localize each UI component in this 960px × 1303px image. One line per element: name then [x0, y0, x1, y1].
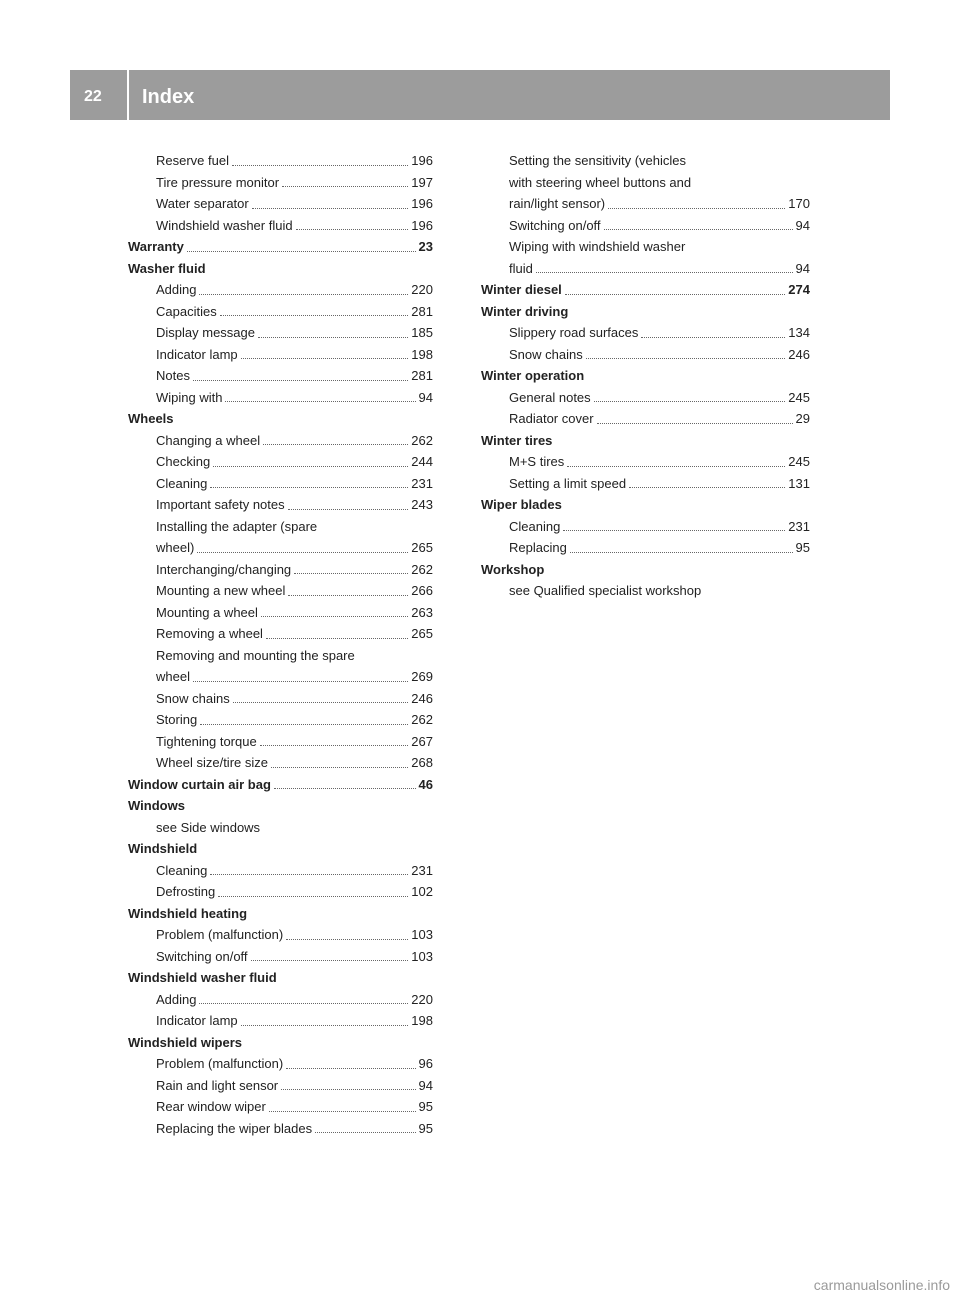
dot-leader	[315, 1123, 415, 1133]
index-heading	[128, 795, 433, 817]
watermark: carmanualsonline.info	[813, 1277, 950, 1293]
entry-label: Changing a wheel	[156, 432, 261, 448]
index-entry	[481, 516, 810, 538]
entry-page-number: 231	[411, 862, 433, 878]
dot-leader	[232, 156, 408, 166]
entry-page-number: 196	[411, 153, 433, 168]
entry-page-number: 103	[411, 948, 433, 964]
index-heading	[128, 774, 433, 796]
index-entry	[128, 279, 433, 301]
index-entry	[128, 817, 433, 839]
index-entry	[481, 236, 810, 258]
entry-label: Removing a wheel	[156, 626, 263, 641]
index-entry	[481, 473, 810, 495]
entry-page-number: 196	[411, 217, 433, 233]
dot-leader	[193, 672, 408, 682]
entry-label: Tightening torque	[156, 733, 257, 749]
entry-page-number: 185	[411, 325, 433, 340]
entry-label: Workshop	[481, 561, 545, 577]
entry-page-number: 245	[788, 389, 810, 405]
entry-page-number: 94	[795, 260, 810, 276]
index-heading	[128, 967, 433, 989]
dot-leader	[294, 564, 408, 574]
entry-label: see Qualified specialist workshop	[509, 583, 702, 598]
dot-leader	[563, 521, 785, 531]
dot-leader	[233, 693, 409, 703]
entry-page-number: 231	[411, 475, 433, 491]
index-entry	[128, 1053, 433, 1075]
entry-label: Indicator lamp	[156, 1013, 238, 1028]
entry-label: Windshield washer fluid	[128, 970, 277, 985]
entry-page-number: 243	[411, 497, 433, 512]
index-entry	[128, 322, 433, 344]
entry-label: Storing	[156, 712, 198, 727]
dot-leader	[286, 930, 408, 940]
entry-label: Windshield heating	[128, 905, 248, 921]
entry-page-number: 102	[411, 884, 433, 899]
entry-page-number: 196	[411, 196, 433, 211]
index-heading	[128, 236, 433, 258]
index-heading	[128, 838, 433, 860]
entry-label: Cleaning	[156, 475, 208, 491]
entry-label: Winter tires	[481, 432, 553, 448]
entry-page-number: 96	[418, 1056, 433, 1071]
entry-page-number: 267	[411, 733, 433, 749]
index-entry	[128, 602, 433, 624]
index-heading	[128, 258, 433, 280]
page-title: Index	[142, 86, 195, 108]
index-entry	[128, 666, 433, 688]
index-entry	[128, 473, 433, 495]
entry-page-number: 134	[788, 325, 810, 340]
index-entry	[128, 172, 433, 194]
index-entry	[481, 215, 810, 237]
entry-label: Capacities	[156, 303, 217, 319]
entry-label: wheel	[156, 669, 190, 684]
entry-label: Defrosting	[156, 884, 216, 899]
entry-label: Interchanging/changing	[156, 561, 292, 577]
entry-page-number: 262	[411, 432, 433, 448]
dot-leader	[193, 371, 408, 381]
index-entry	[128, 881, 433, 903]
entry-label: see Side windows	[156, 819, 261, 835]
entry-label: Washer fluid	[128, 260, 206, 276]
index-entry	[128, 1075, 433, 1097]
dot-leader	[274, 779, 416, 789]
entry-page-number: 263	[411, 604, 433, 620]
entry-label: Rear window wiper	[156, 1099, 266, 1114]
entry-label: M+S tires	[509, 454, 565, 469]
entry-page-number: 274	[788, 282, 810, 297]
index-entry	[128, 1118, 433, 1140]
dot-leader	[629, 478, 785, 488]
entry-page-number: 266	[411, 583, 433, 598]
entry-label: Checking	[156, 454, 211, 469]
index-entry	[128, 1010, 433, 1032]
dot-leader	[251, 951, 409, 961]
entry-label: rain/light sensor)	[509, 196, 606, 211]
entry-page-number: 198	[411, 1013, 433, 1028]
dot-leader	[213, 457, 408, 467]
dot-leader	[241, 1016, 409, 1026]
dot-leader	[241, 349, 409, 359]
entry-label: Winter diesel	[481, 282, 562, 297]
index-entry	[128, 344, 433, 366]
dot-leader	[565, 285, 786, 295]
index-entry	[128, 215, 433, 237]
entry-label: wheel)	[156, 540, 195, 555]
dot-leader	[258, 328, 408, 338]
entry-page-number: 131	[788, 475, 810, 491]
entry-label: Display message	[156, 325, 255, 340]
index-entry	[128, 365, 433, 387]
entry-page-number: 95	[418, 1120, 433, 1136]
index-heading	[481, 279, 810, 301]
entry-page-number: 268	[411, 755, 433, 770]
dot-leader	[218, 887, 408, 897]
entry-label: Problem (malfunction)	[156, 927, 284, 942]
dot-leader	[641, 328, 785, 338]
index-heading	[481, 365, 810, 387]
entry-label: Windows	[128, 798, 185, 813]
index-entry	[128, 1096, 433, 1118]
entry-label: Window curtain air bag	[128, 776, 271, 792]
entry-page-number: 244	[411, 454, 433, 469]
entry-label: Water separator	[156, 196, 249, 211]
entry-label: Warranty	[128, 239, 184, 254]
dot-leader	[220, 306, 409, 316]
index-heading	[128, 1032, 433, 1054]
entry-page-number: 245	[788, 454, 810, 469]
index-entry	[481, 258, 810, 280]
dot-leader	[199, 994, 408, 1004]
entry-page-number: 95	[795, 540, 810, 555]
entry-label: Windshield washer fluid	[156, 217, 293, 233]
entry-label: Cleaning	[156, 862, 208, 878]
dot-leader	[263, 435, 408, 445]
entry-page-number: 197	[411, 174, 433, 190]
dot-leader	[594, 392, 786, 402]
index-heading	[128, 903, 433, 925]
dot-leader	[210, 865, 408, 875]
entry-page-number: 198	[411, 346, 433, 362]
entry-page-number: 46	[418, 776, 433, 792]
dot-leader	[286, 1059, 415, 1069]
entry-page-number: 94	[795, 217, 810, 233]
entry-label: Wiping with	[156, 389, 223, 405]
entry-label: Adding	[156, 991, 197, 1007]
dot-leader	[225, 392, 415, 402]
index-entry	[128, 924, 433, 946]
entry-page-number: 281	[411, 368, 433, 383]
entry-label: with steering wheel buttons and	[509, 174, 692, 190]
entry-page-number: 281	[411, 303, 433, 319]
index-entry	[128, 430, 433, 452]
dot-leader	[536, 263, 793, 273]
entry-page-number: 262	[411, 561, 433, 577]
entry-page-number: 95	[418, 1099, 433, 1114]
dot-leader	[282, 177, 408, 187]
index-entry	[481, 537, 810, 559]
dot-leader	[197, 543, 408, 553]
index-entry	[481, 322, 810, 344]
entry-label: Indicator lamp	[156, 346, 238, 362]
dot-leader	[604, 220, 793, 230]
entry-page-number: 246	[411, 690, 433, 706]
entry-label: Windshield wipers	[128, 1034, 243, 1050]
entry-label: Slippery road surfaces	[509, 325, 639, 340]
dot-leader	[252, 199, 409, 209]
entry-label: Adding	[156, 282, 197, 297]
index-entry	[128, 451, 433, 473]
entry-label: Replacing	[509, 540, 567, 555]
entry-label: Wiper blades	[481, 497, 562, 512]
dot-leader	[210, 478, 408, 488]
entry-label: fluid	[509, 260, 533, 276]
entry-label: Setting the sensitivity (vehicles	[509, 153, 687, 168]
dot-leader	[570, 543, 793, 553]
index-entry	[128, 709, 433, 731]
index-entry	[128, 623, 433, 645]
entry-label: Removing and mounting the spare	[156, 647, 355, 663]
header-separator	[127, 70, 129, 120]
dot-leader	[567, 457, 785, 467]
entry-page-number: 265	[411, 540, 433, 555]
index-entry	[128, 559, 433, 581]
index-entry	[481, 172, 810, 194]
dot-leader	[261, 607, 408, 617]
dot-leader	[288, 586, 408, 596]
index-entry	[481, 344, 810, 366]
dot-leader	[597, 414, 793, 424]
entry-label: Switching on/off	[509, 217, 601, 233]
index-entry	[481, 150, 810, 172]
index-entry	[128, 688, 433, 710]
index-heading	[481, 559, 810, 581]
page-number: 22	[84, 88, 102, 105]
index-entry	[128, 387, 433, 409]
entry-page-number: 269	[411, 669, 433, 684]
entry-label: Mounting a wheel	[156, 604, 258, 620]
index-entry	[128, 645, 433, 667]
entry-page-number: 23	[418, 239, 433, 254]
entry-label: Setting a limit speed	[509, 475, 627, 491]
dot-leader	[288, 500, 409, 510]
index-entry	[128, 752, 433, 774]
entry-label: Replacing the wiper blades	[156, 1120, 313, 1136]
index-entry	[128, 989, 433, 1011]
entry-label: Tire pressure monitor	[156, 174, 280, 190]
index-entry	[128, 537, 433, 559]
entry-page-number: 220	[411, 282, 433, 297]
dot-leader	[296, 220, 409, 230]
entry-label: Mounting a new wheel	[156, 583, 286, 598]
index-heading	[481, 430, 810, 452]
entry-label: Windshield	[128, 841, 198, 856]
index-entry	[128, 580, 433, 602]
entry-label: Winter driving	[481, 303, 569, 319]
index-entry	[481, 193, 810, 215]
entry-label: Wiping with windshield washer	[509, 239, 686, 254]
entry-page-number: 246	[788, 346, 810, 362]
entry-page-number: 220	[411, 991, 433, 1007]
entry-label: Cleaning	[509, 518, 561, 534]
dot-leader	[260, 736, 409, 746]
index-heading	[128, 408, 433, 430]
index-entry	[481, 580, 810, 602]
dot-leader	[281, 1080, 415, 1090]
index-entry	[481, 408, 810, 430]
index-entry	[128, 193, 433, 215]
index-heading	[481, 301, 810, 323]
index-entry	[128, 731, 433, 753]
entry-label: General notes	[509, 389, 591, 405]
index-heading	[481, 494, 810, 516]
entry-label: Snow chains	[156, 690, 230, 706]
entry-label: Switching on/off	[156, 948, 248, 964]
index-entry	[128, 150, 433, 172]
entry-page-number: 29	[795, 411, 810, 426]
entry-label: Notes	[156, 368, 190, 383]
dot-leader	[271, 758, 408, 768]
entry-label: Wheel size/tire size	[156, 755, 268, 770]
index-column-left	[128, 150, 433, 1139]
index-entry	[481, 387, 810, 409]
dot-leader	[187, 242, 416, 252]
dot-leader	[608, 199, 785, 209]
entry-label: Problem (malfunction)	[156, 1056, 284, 1071]
entry-page-number: 262	[411, 712, 433, 727]
index-entry	[128, 946, 433, 968]
entry-label: Radiator cover	[509, 411, 594, 426]
entry-label: Important safety notes	[156, 497, 285, 512]
index-entry	[481, 451, 810, 473]
entry-label: Snow chains	[509, 346, 583, 362]
entry-label: Reserve fuel	[156, 153, 229, 168]
dot-leader	[200, 715, 408, 725]
entry-label: Wheels	[128, 411, 174, 426]
dot-leader	[266, 629, 408, 639]
index-entry	[128, 516, 433, 538]
entry-page-number: 170	[788, 196, 810, 211]
entry-page-number: 231	[788, 518, 810, 534]
entry-page-number: 94	[418, 1077, 433, 1093]
dot-leader	[269, 1102, 416, 1112]
entry-page-number: 265	[411, 626, 433, 641]
index-entry	[128, 494, 433, 516]
entry-label: Winter operation	[481, 368, 585, 383]
index-entry	[128, 860, 433, 882]
index-column-right	[481, 150, 810, 602]
entry-label: Installing the adapter (spare	[156, 518, 318, 534]
dot-leader	[199, 285, 408, 295]
entry-page-number: 94	[418, 389, 433, 405]
dot-leader	[586, 349, 786, 359]
entry-page-number: 103	[411, 927, 433, 942]
index-entry	[128, 301, 433, 323]
entry-label: Rain and light sensor	[156, 1077, 279, 1093]
